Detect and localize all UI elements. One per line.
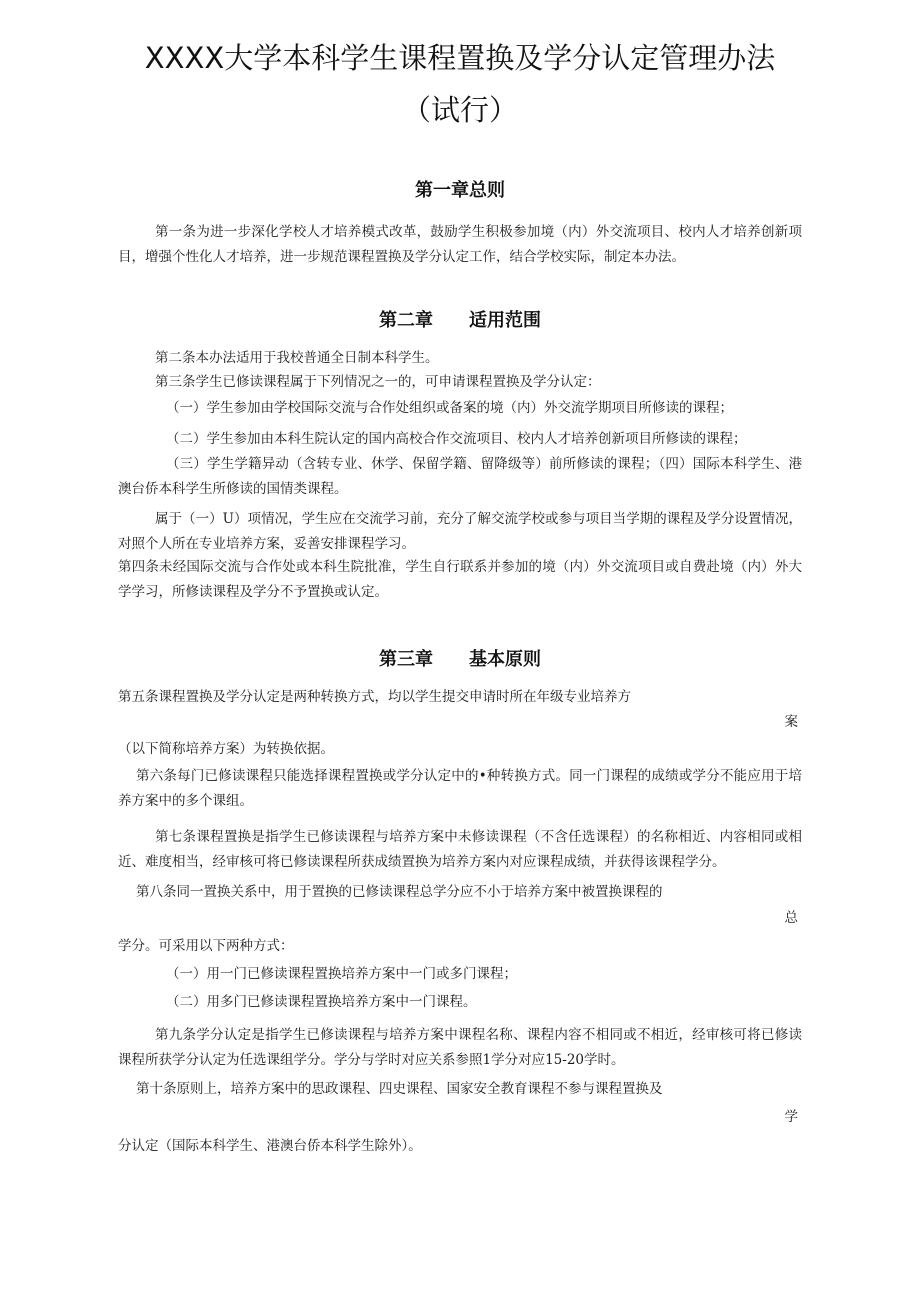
article-1: 第一条为进一步深化学校人才培养模式改革，鼓励学生积极参加境（内）外交流项目、校内人才培养创新项目，增强个性化人才培养，进一步规范课程置换及学分认定工作，结合学校实际，制定本办法。 bbox=[118, 224, 802, 265]
article-5-tail: 案 bbox=[784, 714, 798, 730]
article-7: 第七条课程置换是指学生已修读课程与培养方案中未修读课程（不含任选课程）的名称相近、内容相同或相近、难度相当，经审核可将已修读课程所获成绩置换为培养方案内对应课程成绩，并获得该课程学分。 bbox=[118, 829, 802, 870]
article-8-item-2: （二）用多门已修读课程置换培养方案中一门课程。 bbox=[166, 994, 477, 1010]
article-10-line: 第十条原则上，培养方案中的思政课程、四史课程、国家安全教育课程不参与课程置换及 bbox=[136, 1081, 663, 1097]
article-3-note: 属于（一）U）项情况，学生应在交流学习前，充分了解交流学校或参与项目当学期的课程及学分设置情况，对照个人所在专业培养方案，妥善安排课程学习。 bbox=[118, 511, 802, 552]
article-3-item-3: （三）学生学籍异动（含转专业、休学、保留学籍、留降级等）前所修读的课程；（四）国际本科学生、港澳台侨本科学生所修读的国情类课程。 bbox=[118, 456, 802, 497]
article-5-cont: （以下简称培养方案）为转换依据。 bbox=[118, 741, 334, 757]
article-2: 第二条本办法适用于我校普通全日制本科学生。 bbox=[155, 350, 439, 366]
article-10-tail: 学 bbox=[784, 1109, 798, 1125]
article-9: 第九条学分认定是指学生已修读课程与培养方案中课程名称、课程内容不相同或不相近，经审核可将已修读课程所获学分认定为任选课组学分。学分与学时对应关系参照1学分对应15-20学时。 bbox=[118, 1027, 802, 1068]
article-6: 第六条每门已修读课程只能选择课程置换或学分认定中的•种转换方式。同一门课程的成绩或学分不能应用于培养方案中的多个课组。 bbox=[118, 768, 802, 809]
chapter-heading: 第三章 基本原则 bbox=[379, 649, 541, 670]
article-3-item-2: （二）学生参加由本科生院认定的国内高校合作交流项目、校内人才培养创新项目所修读的课程； bbox=[166, 431, 747, 447]
article-8-item-1: （一）用一门已修读课程置换培养方案中一门或多门课程； bbox=[166, 966, 517, 982]
article-8-cont: 学分。可采用以下两种方式： bbox=[118, 938, 294, 954]
article-3-item-1: （一）学生参加由学校国际交流与合作处组织或备案的境（内）外交流学期项目所修读的课程； bbox=[166, 400, 733, 416]
chapter-heading: 第二章 适用范围 bbox=[379, 310, 541, 331]
article-10-cont: 分认定（国际本科学生、港澳台侨本科学生除外）。 bbox=[118, 1138, 422, 1154]
article-8-tail: 总 bbox=[784, 910, 798, 926]
document-title: XXXX大学本科学生课程置换及学分认定管理办法（试行） bbox=[144, 41, 776, 127]
article-4: 第四条未经国际交流与合作处或本科生院批准，学生自行联系并参加的境（内）外交流项目或自费赴境（内）外大学学习，所修读课程及学分不予置换或认定。 bbox=[118, 559, 802, 600]
article-3: 第三条学生已修读课程属于下列情况之一的，可申请课程置换及学分认定： bbox=[155, 374, 601, 390]
article-8-line: 第八条同一置换关系中，用于置换的已修读课程总学分应不小于培养方案中被置换课程的 bbox=[136, 884, 663, 900]
chapter-heading: 第一章总则 bbox=[415, 180, 505, 201]
article-5-line: 第五条课程置换及学分认定是两种转换方式，均以学生提交申请时所在年级专业培养方 bbox=[118, 689, 631, 705]
